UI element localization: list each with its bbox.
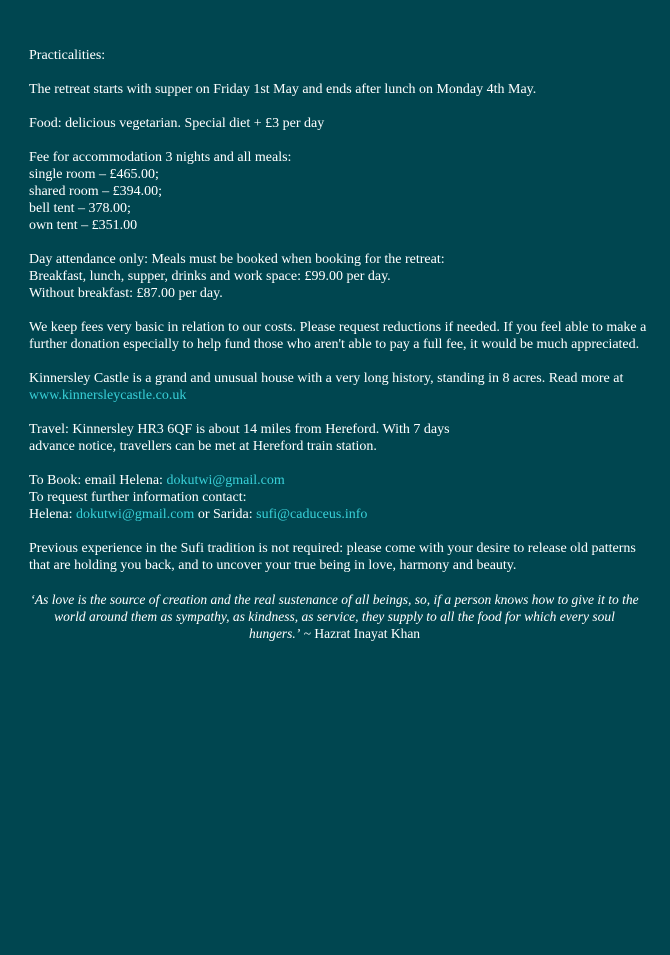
travel-line-1: Travel: Kinnersley HR3 6QF is about 14 miles from Hereford. With 7 days bbox=[29, 422, 450, 437]
booking-line bbox=[29, 472, 650, 489]
venue-text: Kinnersley Castle is a grand and unusual house with a very long history, standing in 8 acres. Read more at bbox=[29, 371, 624, 386]
day-attendance-intro: Day attendance only: Meals must be booked when booking for the retreat: bbox=[29, 252, 445, 267]
or-sarida-text: or Sarida: bbox=[194, 507, 257, 522]
fee-single-room: single room – £465.00; bbox=[29, 167, 159, 182]
travel-info bbox=[29, 421, 650, 455]
booking-info bbox=[29, 472, 650, 523]
practicalities-heading: Practicalities: bbox=[29, 48, 106, 63]
book-email-link[interactable]: dokutwi@gmail.com bbox=[166, 473, 285, 488]
day-attendance-no-breakfast: Without breakfast: £87.00 per day. bbox=[29, 286, 223, 301]
contacts-line bbox=[29, 506, 650, 523]
venue-info bbox=[29, 370, 650, 404]
fees-title: Fee for accommodation 3 nights and all meals: bbox=[29, 150, 292, 165]
food-info: Food: delicious vegetarian. Special diet + £3 per day bbox=[29, 116, 325, 131]
info-contact-line: To request further information contact: bbox=[29, 490, 247, 505]
retreat-dates: The retreat starts with supper on Friday 1st May and ends after lunch on Monday 4th May. bbox=[29, 82, 537, 97]
fee-bell-tent: bell tent – 378.00; bbox=[29, 201, 131, 216]
experience-info: Previous experience in the Sufi tradition is not required: please come with your desire to release old patterns that are holding you back, and to uncover your true being in love, harmony and beauty. bbox=[29, 541, 636, 573]
inayat-khan-quote bbox=[29, 591, 640, 642]
fees-note: We keep fees very basic in relation to our costs. Please request reductions if needed. If you feel able to make a further donation especially to help fund those who aren't able to pay a full fee, it would be much appreciated. bbox=[29, 320, 647, 352]
helena-prefix: Helena: bbox=[29, 507, 77, 522]
fee-own-tent: own tent – £351.00 bbox=[29, 218, 138, 233]
book-prefix: To Book: email Helena: bbox=[29, 473, 167, 488]
helena-email-link[interactable]: dokutwi@gmail.com bbox=[76, 507, 195, 522]
quote-text: ‘As love is the source of creation and the real sustenance of all beings, so, if a person knows how to give it to the world around them as sympathy, as kindness, as service, they supply to all the food for which every soul hungers.’ bbox=[30, 592, 639, 641]
quote-author: ~ Hazrat Inayat Khan bbox=[300, 626, 421, 641]
fee-shared-room: shared room – £394.00; bbox=[29, 184, 162, 199]
accommodation-fees bbox=[29, 149, 650, 234]
day-attendance bbox=[29, 251, 650, 302]
sarida-email-link[interactable]: sufi@caduceus.info bbox=[256, 507, 368, 522]
travel-line-2: advance notice, travellers can be met at Hereford train station. bbox=[29, 439, 377, 454]
day-attendance-full: Breakfast, lunch, supper, drinks and work space: £99.00 per day. bbox=[29, 269, 391, 284]
venue-website-link[interactable]: www.kinnersleycastle.co.uk bbox=[29, 388, 187, 403]
